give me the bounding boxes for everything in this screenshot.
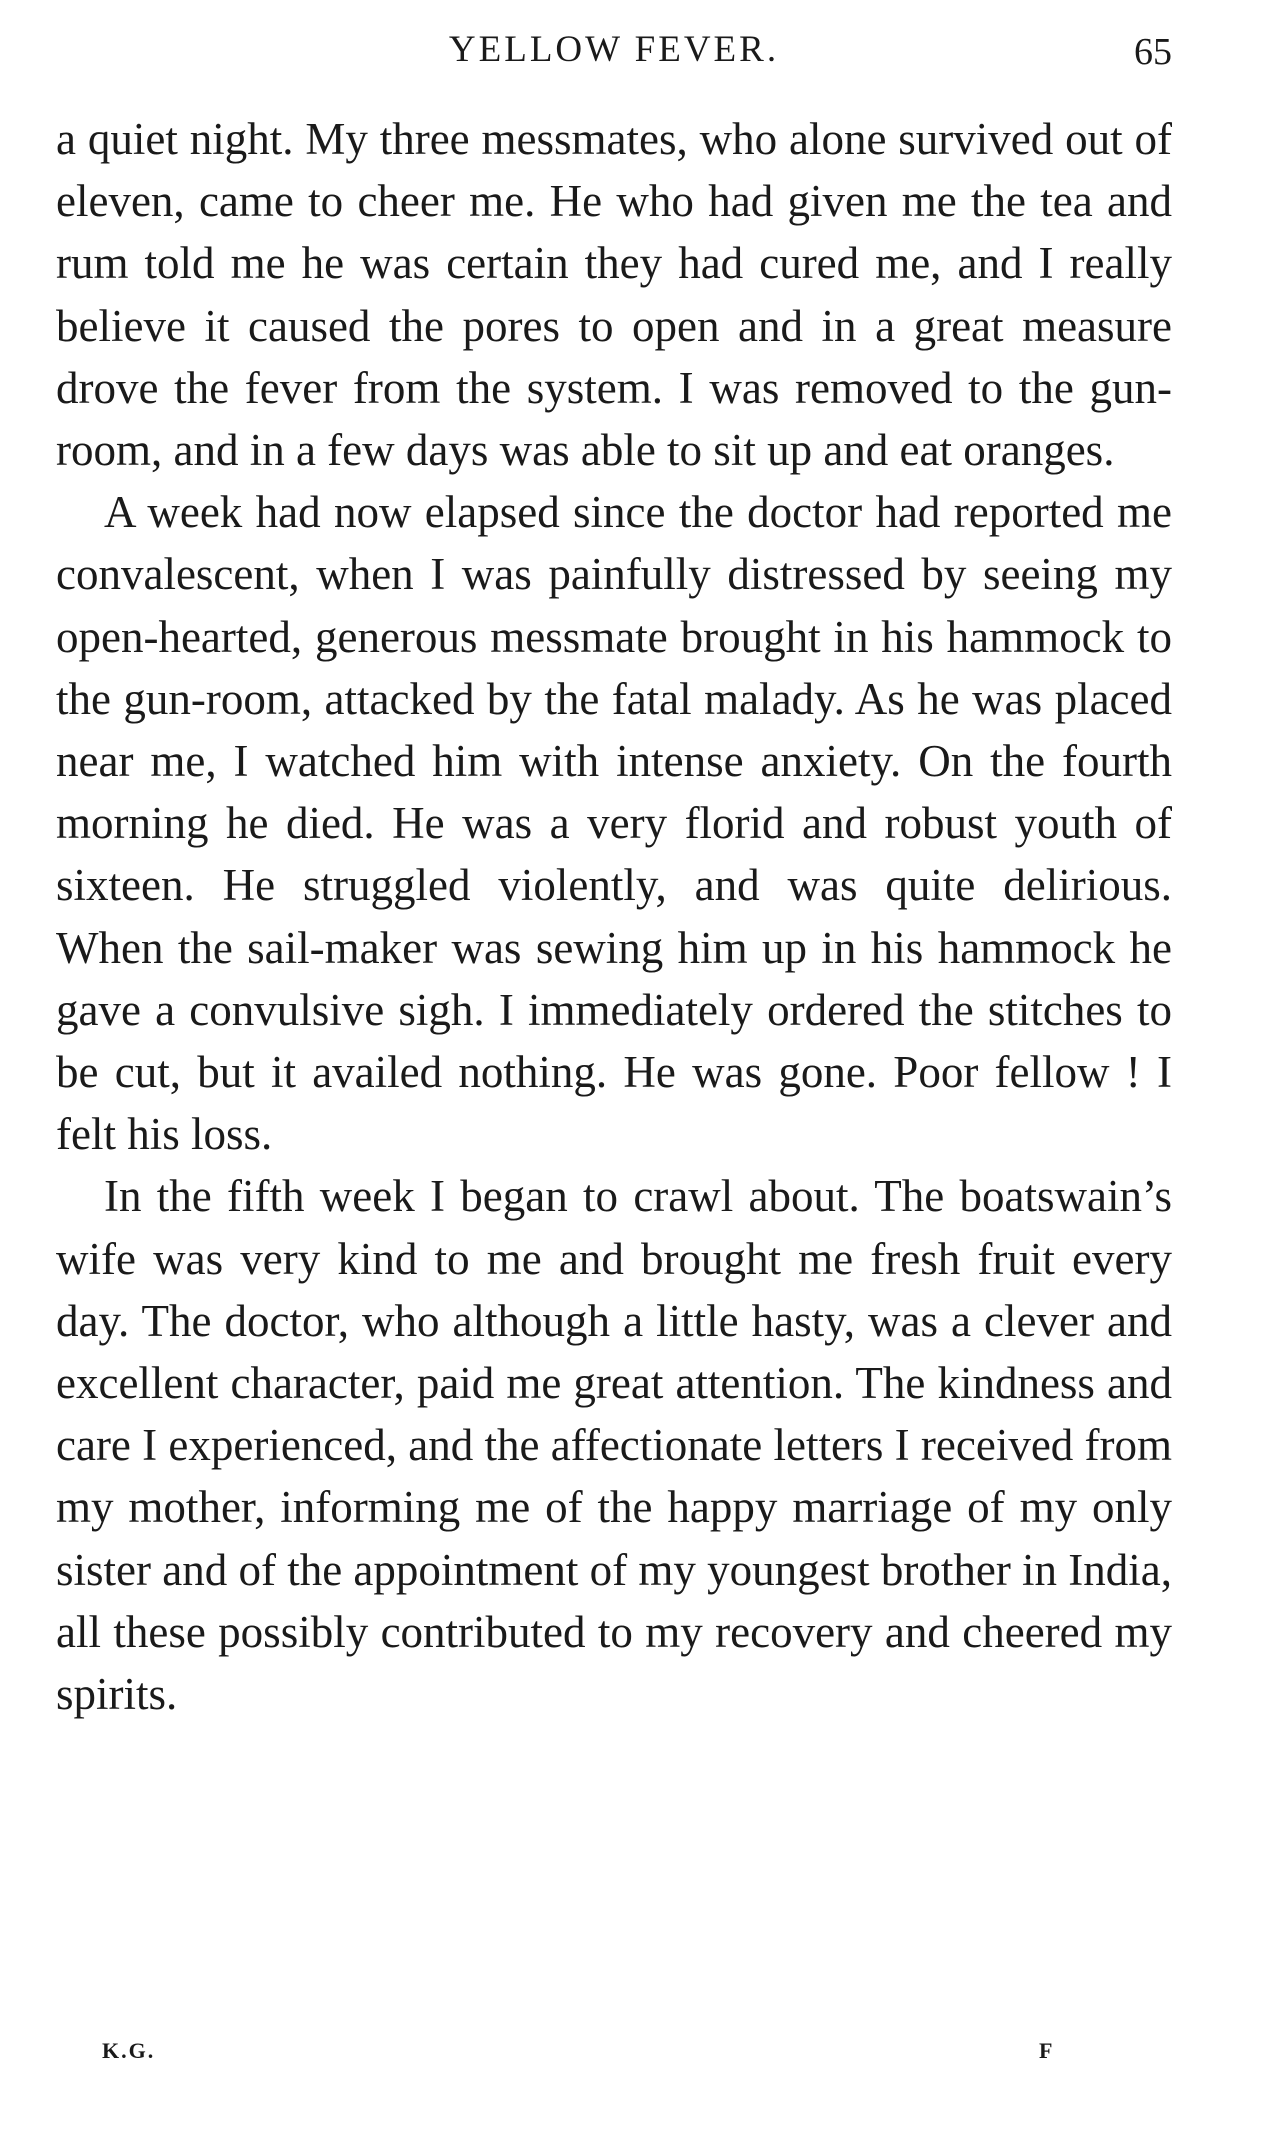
- running-title: YELLOW FEVER.: [448, 29, 780, 70]
- book-page: [56, 0, 1172, 2138]
- paragraph: a quiet night. My three messmates, who alone survived out of eleven, came to cheer me. He who had given me the tea and rum told me he was certain they had cured me, and I really believe it caused the pores to open and in a great measure drove the fever from the system. I was removed to the gun-room, and in a few days was able to sit up and eat oranges.: [56, 114, 1172, 476]
- printer-signature: K.G.: [102, 2038, 156, 2063]
- page-footer: [56, 2038, 1172, 2078]
- page-number: 65: [1134, 31, 1172, 73]
- body-text: [56, 108, 1172, 1725]
- paragraph: In the fifth week I began to crawl about. The boatswain’s wife was very kind to me and brought me fresh fruit every day. The doctor, who although a little hasty, was a clever and excellent character, paid me great attention. The kindness and care I experienced, and the affectionate letters I received from my mother, informing me of the happy marriage of my only sister and of the appointment of my youngest brother in India, all these possibly contributed to my recovery and cheered my spirits.: [56, 1171, 1173, 1720]
- page-header: [56, 22, 1172, 78]
- signature-letter: F: [1039, 2038, 1055, 2063]
- paragraph: A week had now elapsed since the doctor had reported me convalescent, when I was painfully distressed by seeing my open-hearted, generous messmate brought in his hammock to the gun-room, attacked by the fatal malady. As he was placed near me, I watched him with intense anxiety. On the fourth morning he died. He was a very florid and robust youth of sixteen. He struggled violently, and was quite delirious. When the sail-maker was sewing him up in his hammock he gave a convulsive sigh. I immediately ordered the stitches to be cut, but it availed nothing. He was gone. Poor fellow ! I felt his loss.: [56, 487, 1172, 1160]
